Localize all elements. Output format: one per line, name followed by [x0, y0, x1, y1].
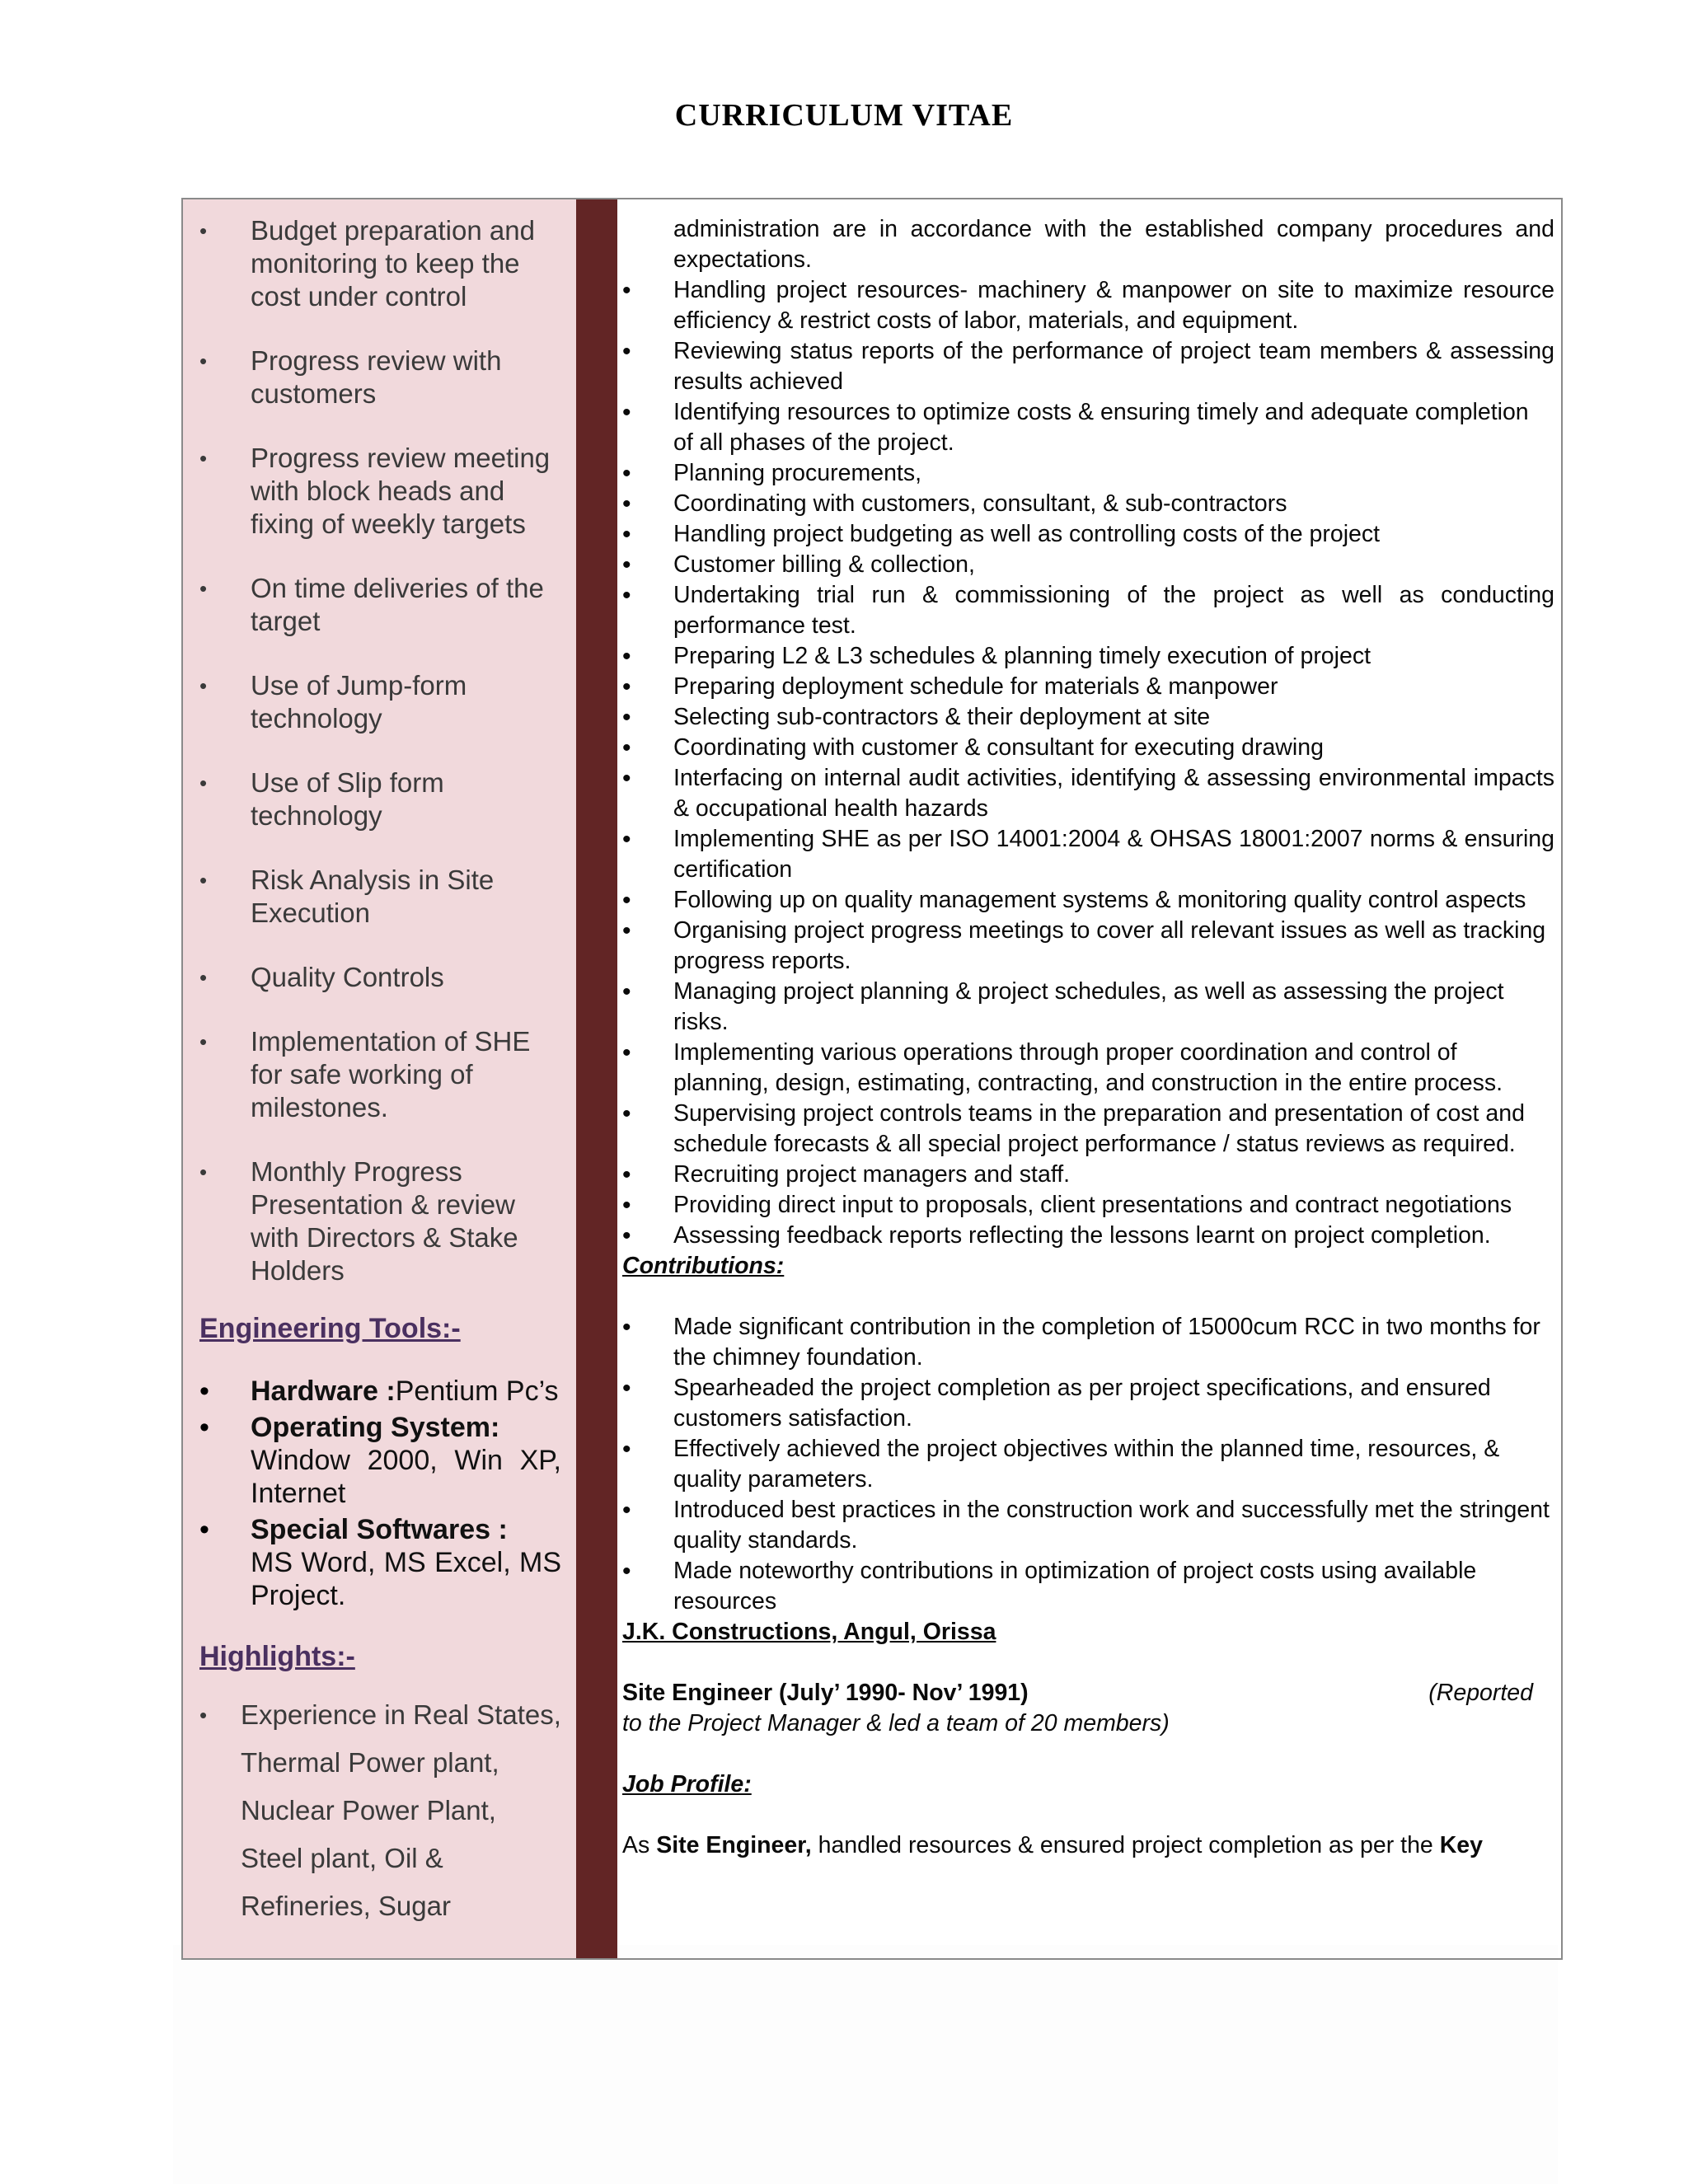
profile-key: Key — [1439, 1832, 1483, 1858]
contributions-heading: Contributions: — [622, 1253, 785, 1279]
list-item: • Use of Jump-form technology — [199, 669, 561, 735]
list-item: • Supervising project controls teams in the preparation and presentation of cost and schedule forecasts & all special project performance / status reviews as required. — [622, 1099, 1554, 1160]
job-profile-heading: Job Profile: — [622, 1771, 752, 1797]
list-item: • Implementation of SHE for safe working of milestones. — [199, 1025, 561, 1124]
list-item: • Spearheaded the project completion as per project specifications, and ensured customers satisfaction. — [622, 1373, 1554, 1434]
list-item: • Undertaking trial run & commissioning of the project as well as conducting performance test. — [622, 580, 1554, 641]
role-row — [622, 1678, 1554, 1708]
list-item: • Selecting sub-contractors & their deployment at site — [622, 702, 1554, 733]
skills-list — [199, 214, 561, 1287]
duties-list — [622, 275, 1554, 1251]
page-shade — [173, 1945, 1558, 2184]
highlights-heading: Highlights:- — [199, 1641, 355, 1672]
list-item: • Progress review with customers — [199, 344, 561, 410]
list-item: • Preparing L2 & L3 schedules & planning timely execution of project — [622, 641, 1554, 672]
continued-text: administration are in accordance with the established company procedures and expectations. — [673, 216, 1554, 273]
list-item: • Progress review meeting with block heads and fixing of weekly targets — [199, 442, 561, 541]
spacer — [622, 1282, 1554, 1312]
list-item: • On time deliveries of the target — [199, 572, 561, 638]
list-item: • Experience in Real States, Thermal Power plant, Nuclear Power Plant, Steel plant, Oil & Refineries, Sugar — [199, 1691, 561, 1930]
list-item: • Reviewing status reports of the performance of project team members & assessing results achieved — [622, 336, 1554, 397]
list-item: • Made noteworthy contributions in optimization of project costs using available resources — [622, 1556, 1554, 1617]
column-divider — [576, 199, 617, 1958]
list-item: • Effectively achieved the project objectives within the planned time, resources, & quality parameters. — [622, 1434, 1554, 1495]
list-item: • Recruiting project managers and staff. — [622, 1160, 1554, 1190]
tool-key: Hardware : — [251, 1376, 396, 1407]
list-item: • Customer billing & collection, — [622, 550, 1554, 580]
list-item: • Made significant contribution in the completion of 15000cum RCC in two months for the chimney foundation. — [622, 1312, 1554, 1373]
list-item: • Assessing feedback reports reflecting the lessons learnt on project completion. — [622, 1221, 1554, 1251]
list-item: • Planning procurements, — [622, 458, 1554, 489]
cv-table — [181, 198, 1563, 1960]
tool-value: MS Word, MS Excel, MS Project. — [251, 1547, 561, 1611]
list-item: • Use of Slip form technology — [199, 766, 561, 832]
list-item: • Preparing deployment schedule for materials & manpower — [622, 672, 1554, 702]
tool-item — [199, 1375, 561, 1408]
document-title: CURRICULUM VITAE — [674, 98, 1014, 133]
main-content — [617, 199, 1561, 1958]
list-item: • Organising project progress meetings to cover all relevant issues as well as tracking progress reports. — [622, 916, 1554, 977]
list-item: • Providing direct input to proposals, client presentations and contract negotiations — [622, 1190, 1554, 1221]
reported-to-rest: to the Project Manager & led a team of 20 members) — [622, 1710, 1170, 1736]
job-profile-text — [622, 1830, 1554, 1861]
engineering-tools-heading: Engineering Tools:- — [199, 1313, 461, 1344]
spacer — [622, 1800, 1554, 1830]
tools-list — [199, 1375, 561, 1612]
list-item: • Handling project budgeting as well as controlling costs of the project — [622, 519, 1554, 550]
list-item: • Interfacing on internal audit activities, identifying & assessing environmental impacts & occupational health hazards — [622, 763, 1554, 824]
spacer — [622, 1647, 1554, 1678]
tool-value: Window 2000, Win XP, Internet — [251, 1445, 561, 1509]
reported-to-start: (Reported — [1428, 1680, 1533, 1706]
list-item: • Quality Controls — [199, 961, 561, 994]
list-item: • Identifying resources to optimize costs & ensuring timely and adequate completion of all phases of the project. — [622, 397, 1554, 458]
left-sidebar — [183, 199, 576, 1958]
contributions-list — [622, 1312, 1554, 1617]
spacer — [622, 1739, 1554, 1769]
highlights-list — [199, 1691, 561, 1930]
profile-body: handled resources & ensured project completion as per the — [811, 1832, 1440, 1858]
tool-value: Pentium Pc’s — [395, 1376, 559, 1407]
company-name: J.K. Constructions, Angul, Orissa — [622, 1619, 996, 1645]
list-item: • Managing project planning & project schedules, as well as assessing the project risks. — [622, 977, 1554, 1038]
list-item: • Handling project resources- machinery & manpower on site to maximize resource efficiency & restrict costs of labor, materials, and equipment. — [622, 275, 1554, 336]
profile-role: Site Engineer, — [656, 1832, 812, 1858]
list-item: • Following up on quality management systems & monitoring quality control aspects — [622, 885, 1554, 916]
list-item: • Budget preparation and monitoring to keep the cost under control — [199, 214, 561, 313]
list-item: • Coordinating with customer & consultant for executing drawing — [622, 733, 1554, 763]
tool-key: • Special Softwares : — [251, 1514, 508, 1545]
list-item: • Introduced best practices in the construction work and successfully met the stringent quality standards. — [622, 1495, 1554, 1556]
tool-item — [199, 1513, 561, 1612]
list-item: • Implementing various operations through proper coordination and control of planning, design, estimating, contracting, and construction in the entire process. — [622, 1038, 1554, 1099]
list-item: • Monthly Progress Presentation & review with Directors & Stake Holders — [199, 1155, 561, 1287]
role-title: Site Engineer (July’ 1990- Nov’ 1991) — [622, 1680, 1029, 1706]
list-item: • Implementing SHE as per ISO 14001:2004 & OHSAS 18001:2007 norms & ensuring certification — [622, 824, 1554, 885]
list-item: • Coordinating with customers, consultant, & sub-contractors — [622, 489, 1554, 519]
profile-as: As — [622, 1832, 657, 1858]
tool-item — [199, 1411, 561, 1510]
list-item: • Risk Analysis in Site Execution — [199, 864, 561, 930]
tool-key: • Operating System: — [251, 1412, 500, 1443]
